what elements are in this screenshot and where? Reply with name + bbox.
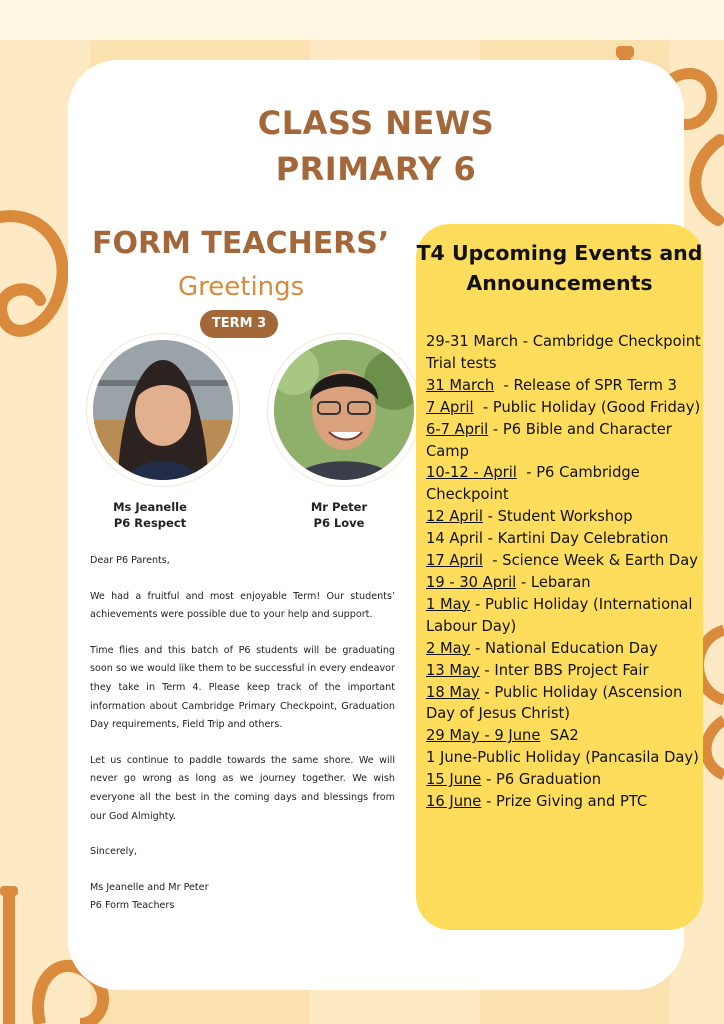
teacher-photo-right	[274, 340, 414, 480]
event-text: - Science Week & Earth Day	[482, 552, 698, 570]
event-text: - Kartini Day Celebration	[482, 530, 669, 548]
letter-body	[90, 552, 395, 916]
events-list	[426, 331, 706, 813]
event-item	[426, 572, 706, 594]
letter-salutation: Dear P6 Parents,	[90, 555, 170, 566]
event-item	[426, 638, 706, 660]
event-date: 18 May	[426, 683, 480, 701]
letter-signature: Ms Jeanelle and Mr Peter	[90, 881, 209, 893]
teacher-name-right	[269, 499, 409, 531]
greetings-subheading: Greetings	[178, 272, 305, 302]
event-text: - Inter BBS Project Fair	[479, 661, 649, 679]
event-item	[426, 725, 706, 747]
event-date: 15 June	[426, 771, 482, 789]
events-title: T4 Upcoming Events and Announcements	[416, 241, 703, 295]
event-item	[426, 594, 706, 638]
event-item	[426, 528, 706, 550]
teacher-class: P6 Love	[313, 516, 365, 530]
letter-signature-role: P6 Form Teachers	[90, 900, 175, 912]
event-text: SA2	[540, 727, 579, 745]
teacher-name: Ms Jeanelle	[113, 500, 187, 514]
event-date: 1 May	[426, 595, 471, 613]
event-item	[426, 550, 706, 572]
teacher-photo-left	[93, 340, 233, 480]
event-item	[426, 462, 706, 506]
event-date: 10-12 - April	[426, 464, 517, 482]
teacher-name-left	[80, 499, 220, 531]
event-date: 17 April	[426, 552, 483, 570]
event-date: 7 April	[426, 398, 474, 416]
letter-closing: Sincerely,	[90, 846, 138, 858]
event-text: - Release of SPR Term 3	[494, 376, 677, 394]
event-item	[426, 419, 706, 463]
form-teachers-heading: FORM TEACHERS’	[92, 226, 390, 261]
event-text: - P6 Cambridge Checkpoint	[426, 464, 645, 504]
event-date: 14 April	[426, 530, 483, 548]
event-item	[426, 769, 706, 791]
event-item	[426, 682, 706, 726]
event-item	[426, 747, 706, 769]
event-date: 16 June	[426, 793, 482, 811]
event-item	[426, 660, 706, 682]
event-text: - Public Holiday (International Labour Day)	[426, 595, 698, 635]
event-item	[426, 331, 706, 375]
event-text: -Public Holiday (Pancasila Day)	[472, 749, 699, 767]
teacher-name: Mr Peter	[310, 500, 368, 514]
term-badge: TERM 3	[200, 310, 278, 338]
event-date: 29-31 March	[426, 333, 519, 350]
event-text: - Prize Giving and PTC	[481, 793, 648, 811]
event-date: 29 May - 9 June	[426, 727, 541, 745]
event-date: 6-7 April	[426, 420, 489, 438]
event-text: - Public Holiday (Good Friday)	[473, 398, 701, 416]
letter-paragraph: We had a fruitful and most enjoyable Term! Our students’ achievements were possible due to your help and support.	[90, 590, 395, 621]
header-subtitle: PRIMARY 6	[275, 150, 477, 188]
event-text: - Student Workshop	[482, 508, 633, 526]
event-text: - Cambridge Checkpoint Trial tests	[426, 333, 706, 372]
bg-stripe	[0, 0, 724, 40]
event-date: 1 June	[426, 749, 472, 767]
header-title: CLASS NEWS	[257, 104, 495, 142]
letter-paragraph: Let us continue to paddle towards the same shore. We will never go wrong as long as we journey together. We wish everyone all the best in the coming days and blessings from our God Almighty.	[90, 754, 395, 822]
event-text: - P6 Bible and Character Camp	[426, 420, 677, 460]
teacher-class: P6 Respect	[113, 516, 187, 530]
event-item	[426, 375, 706, 397]
event-item	[426, 506, 706, 528]
event-date: 12 April	[426, 508, 483, 526]
event-text: - National Education Day	[470, 639, 658, 657]
event-date: 2 May	[426, 639, 471, 657]
event-text: - Public Holiday (Ascension Day of Jesus Christ)	[426, 683, 687, 723]
event-date: 19 - 30 April	[426, 573, 517, 591]
event-item	[426, 791, 706, 813]
event-date: 31 March	[426, 376, 495, 394]
letter-paragraph: Time flies and this batch of P6 students will be graduating soon so we would like them to be successful in every endeavor they take in Term 4. Please keep track of the important information about Cambridge Primary Checkpoint, Graduation Day requirements, Field Trip and others.	[90, 644, 395, 731]
event-item	[426, 397, 706, 419]
event-text: - Lebaran	[516, 573, 591, 591]
event-date: 13 May	[426, 661, 480, 679]
event-text: - P6 Graduation	[481, 771, 602, 789]
